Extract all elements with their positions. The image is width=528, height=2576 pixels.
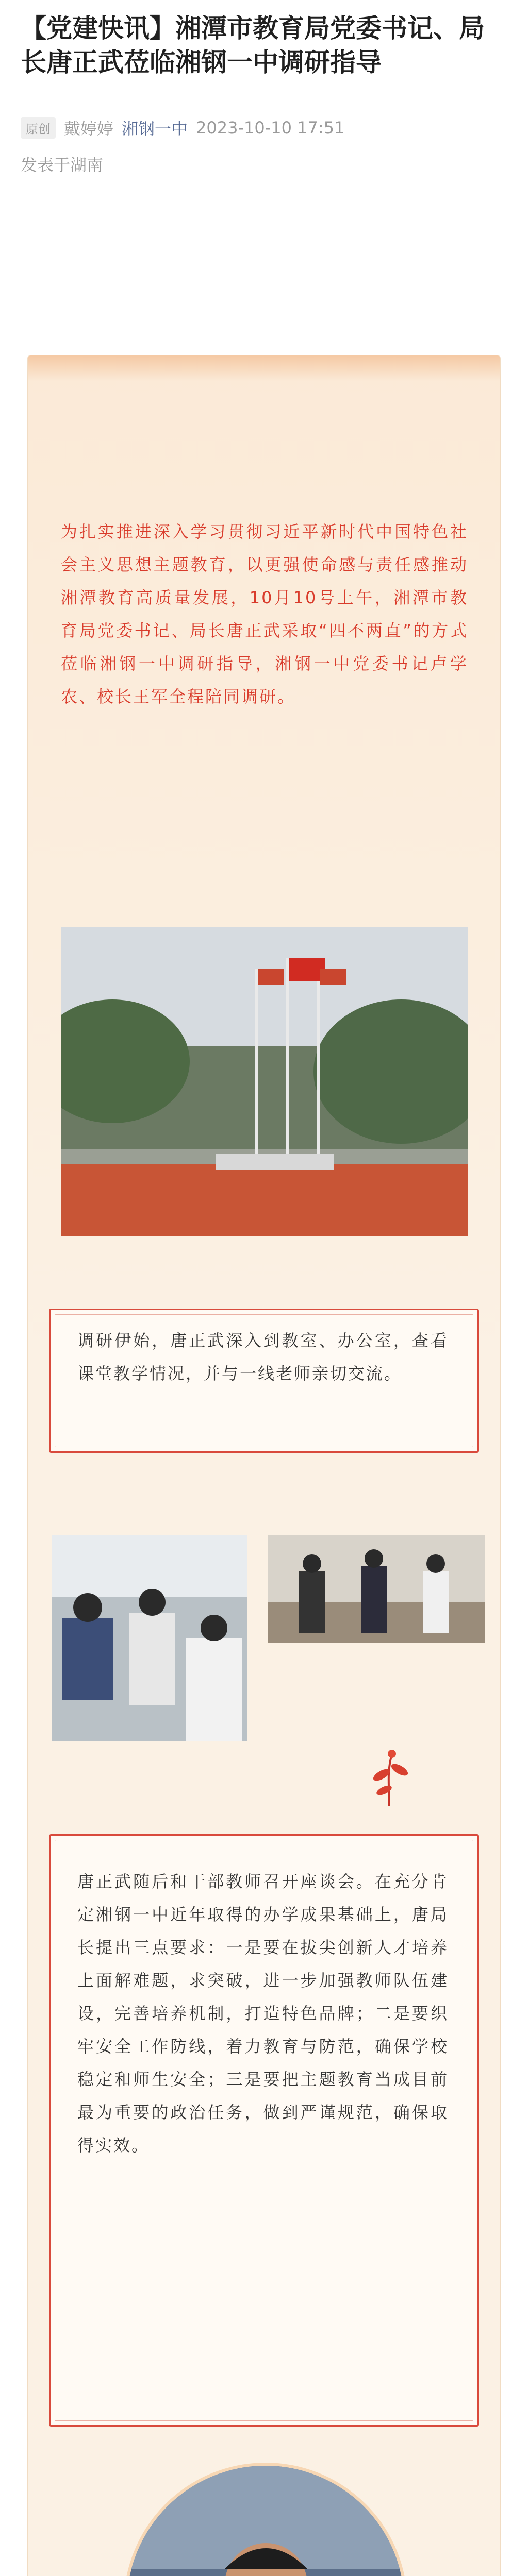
intro-paragraph: 为扎实推进深入学习贯彻习近平新时代中国特色社会主义思想主题教育，以更强使命感与责任感推动湘潭教育高质量发展，10月10号上午，湘潭市教育局党委书记、局长唐正武采取“四不两直”的方式莅临湘钢一中调研指导，湘钢一中党委书记卢学农、校长王军全程陪同调研。 [61, 522, 468, 706]
publish-datetime: 2023-10-10 17:51 [196, 118, 345, 138]
article-meta [21, 117, 344, 138]
meeting-paragraph: 唐正武随后和干部教师召开座谈会。在充分肯定湘钢一中近年取得的办学成果基础上，唐局长提出三点要求：一是要在拔尖创新人才培养上面解难题，求突破，进一步加强教师队伍建设，完善培养机制，打造特色品牌；二是要织牢安全工作防线，着力教育与防范，确保学校稳定和师生安全；三是要把主题教育当成目前最为重要的政治任务，做到严谨规范，确保取得实效。 [77, 1872, 449, 2155]
card-top-decoration [28, 355, 500, 381]
office-photo [268, 1535, 485, 1643]
classroom-photo [52, 1535, 248, 1741]
author-name: 戴婷婷 [64, 119, 114, 139]
account-link[interactable]: 湘钢一中 [122, 119, 188, 139]
red-sprig-icon [361, 1747, 418, 1808]
flag-raising-photo [61, 927, 468, 1236]
publish-location: 发表于湖南 [21, 155, 104, 175]
original-badge: 原创 [21, 117, 56, 139]
visit-paragraph: 调研伊始，唐正武深入到教室、办公室，查看课堂教学情况，并与一线老师亲切交流。 [77, 1331, 449, 1383]
article-title: 【党建快讯】湘潭市教育局党委书记、局长唐正武莅临湘钢一中调研指导 [21, 13, 485, 77]
